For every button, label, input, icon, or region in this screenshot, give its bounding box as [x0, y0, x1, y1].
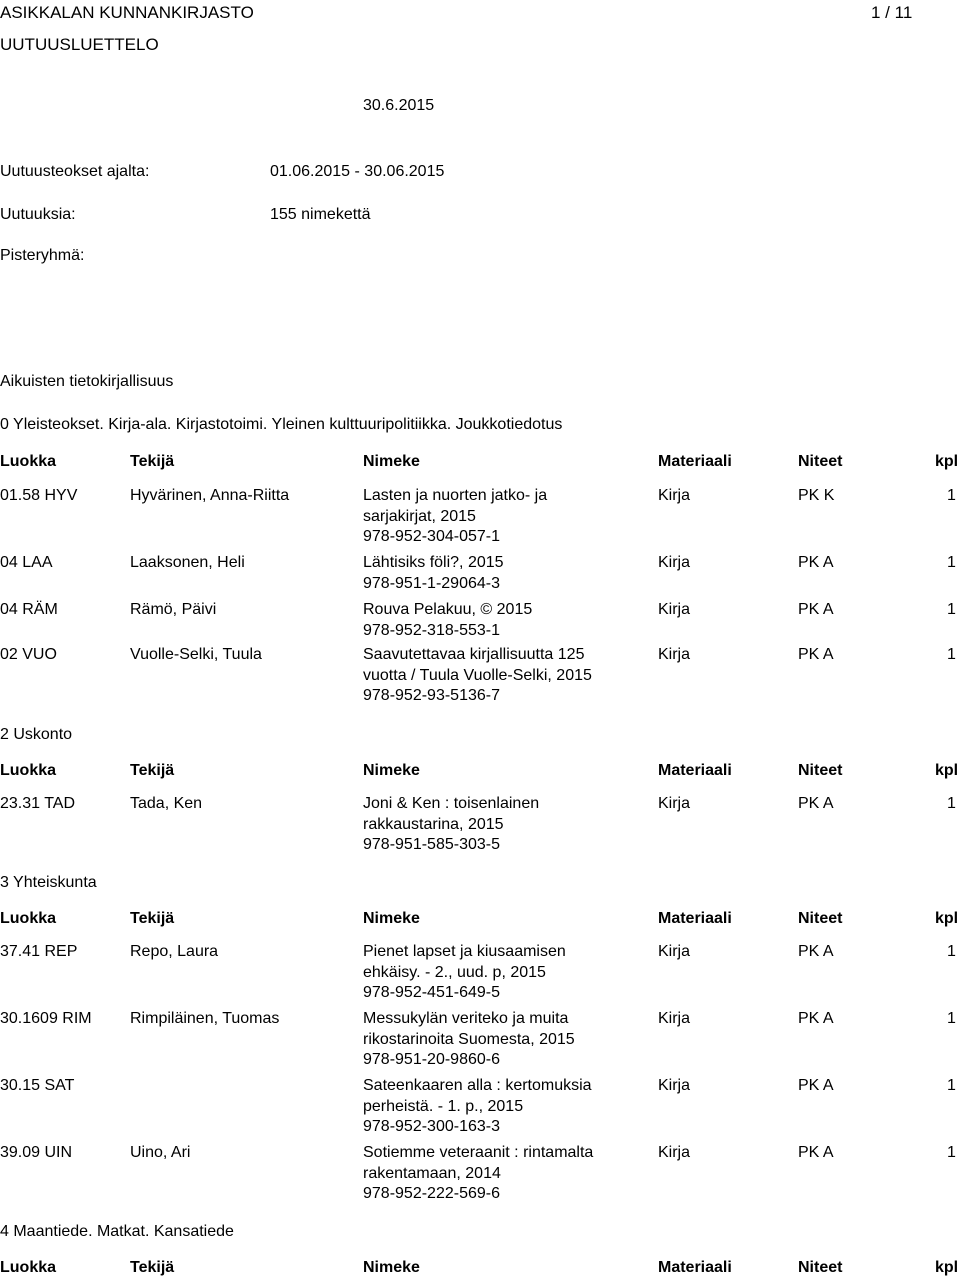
column-header-author: Tekijä — [130, 453, 175, 470]
row-title-line: rakentamaan, 2014 — [363, 1164, 501, 1182]
row-isbn: 978-952-304-057-1 — [363, 528, 500, 545]
row-isbn: 978-951-585-303-5 — [363, 836, 500, 853]
column-header-class: Luokka — [0, 910, 57, 927]
row-copies: PK A — [798, 601, 834, 618]
row-isbn: 978-952-93-5136-7 — [363, 687, 500, 704]
column-header-author: Tekijä — [130, 762, 175, 779]
row-qty: 1 — [947, 601, 956, 618]
row-class: 39.09 UIN — [0, 1144, 73, 1161]
column-header-title: Nimeke — [363, 762, 420, 779]
section-heading: 0 Yleisteokset. Kirja-ala. Kirjastotoimi. Yleinen kulttuuripolitiikka. Joukkotiedotus — [0, 416, 563, 433]
column-header-title: Nimeke — [363, 1259, 420, 1276]
count-label: Uutuuksia: — [0, 206, 76, 223]
row-class: 23.31 TAD — [0, 795, 76, 812]
row-material: Kirja — [658, 1077, 691, 1094]
column-header-copies: Niteet — [798, 762, 843, 779]
row-qty: 1 — [947, 554, 956, 571]
column-header-class: Luokka — [0, 762, 57, 779]
row-qty: 1 — [947, 487, 956, 504]
row-title-line: rikostarinoita Suomesta, 2015 — [363, 1030, 575, 1048]
row-qty: 1 — [947, 795, 956, 812]
row-copies: PK A — [798, 943, 834, 960]
column-header-author: Tekijä — [130, 1259, 175, 1276]
column-header-qty: kpl — [935, 910, 959, 927]
count-value: 155 nimekettä — [270, 206, 371, 223]
row-qty: 1 — [947, 1010, 956, 1027]
column-header-material: Materiaali — [658, 1259, 732, 1276]
row-title — [363, 600, 532, 641]
row-title — [363, 645, 592, 707]
row-copies: PK A — [798, 1077, 834, 1094]
column-header-copies: Niteet — [798, 1259, 843, 1276]
row-material: Kirja — [658, 601, 691, 618]
row-title-line: Sotiemme veteraanit : rintamalta — [363, 1144, 594, 1161]
column-header-class: Luokka — [0, 453, 57, 470]
row-copies: PK A — [798, 554, 834, 571]
row-copies: PK A — [798, 646, 834, 663]
page-indicator: 1 / 11 — [871, 3, 913, 22]
row-title-line: perheistä. - 1. p., 2015 — [363, 1097, 524, 1115]
row-title-line: Saavutettavaa kirjallisuutta 125 — [363, 646, 585, 663]
row-qty: 1 — [947, 646, 956, 663]
row-class: 04 LAA — [0, 554, 53, 571]
row-isbn: 978-952-451-649-5 — [363, 984, 500, 1001]
period-label: Uutuusteokset ajalta: — [0, 163, 150, 180]
column-header-material: Materiaali — [658, 910, 732, 927]
group-label: Pisteryhmä: — [0, 247, 85, 264]
column-header-class: Luokka — [0, 1259, 57, 1276]
row-author: Repo, Laura — [130, 943, 219, 960]
row-isbn: 978-952-222-569-6 — [363, 1185, 500, 1202]
row-isbn: 978-952-318-553-1 — [363, 621, 500, 639]
column-header-title: Nimeke — [363, 453, 420, 470]
row-author: Laaksonen, Heli — [130, 554, 245, 571]
row-title-line: Messukylän veriteko ja muita — [363, 1010, 569, 1027]
report-date: 30.6.2015 — [363, 97, 435, 114]
row-material: Kirja — [658, 554, 691, 571]
row-title-line: sarjakirjat, 2015 — [363, 507, 476, 525]
period-value: 01.06.2015 - 30.06.2015 — [270, 163, 445, 180]
row-title-line: Sateenkaaren alla : kertomuksia — [363, 1077, 592, 1094]
row-class: 30.15 SAT — [0, 1077, 75, 1094]
row-title-line: Lasten ja nuorten jatko- ja — [363, 487, 548, 504]
section-heading: 2 Uskonto — [0, 726, 73, 743]
column-header-qty: kpl — [935, 762, 959, 779]
category-title: Aikuisten tietokirjallisuus — [0, 373, 174, 390]
row-title-line: Lähtisiks föli?, 2015 — [363, 554, 504, 571]
row-author: Hyvärinen, Anna-Riitta — [130, 487, 290, 504]
row-material: Kirja — [658, 646, 691, 663]
row-author: Uino, Ari — [130, 1144, 191, 1161]
row-material: Kirja — [658, 487, 691, 504]
column-header-qty: kpl — [935, 1259, 959, 1276]
row-title-line: Rouva Pelakuu, © 2015 — [363, 601, 533, 618]
row-copies: PK K — [798, 487, 835, 504]
row-title — [363, 794, 539, 856]
row-title — [363, 1143, 593, 1205]
column-header-material: Materiaali — [658, 453, 732, 470]
section-heading: 3 Yhteiskunta — [0, 874, 97, 891]
row-title — [363, 553, 504, 594]
row-class: 30.1609 RIM — [0, 1010, 92, 1027]
row-copies: PK A — [798, 1010, 834, 1027]
row-title — [363, 1009, 575, 1071]
row-author: Tada, Ken — [130, 795, 203, 812]
row-qty: 1 — [947, 943, 956, 960]
row-material: Kirja — [658, 1010, 691, 1027]
row-title-line: Pienet lapset ja kiusaamisen — [363, 943, 566, 960]
row-isbn: 978-952-300-163-3 — [363, 1118, 500, 1135]
row-qty: 1 — [947, 1144, 956, 1161]
row-class: 01.58 HYV — [0, 487, 78, 504]
column-header-qty: kpl — [935, 453, 959, 470]
row-title-line: rakkaustarina, 2015 — [363, 815, 504, 833]
row-author: Rämö, Päivi — [130, 601, 217, 618]
row-title — [363, 942, 566, 1004]
row-material: Kirja — [658, 795, 691, 812]
column-header-title: Nimeke — [363, 910, 420, 927]
column-header-copies: Niteet — [798, 910, 843, 927]
row-class: 37.41 REP — [0, 943, 78, 960]
row-material: Kirja — [658, 1144, 691, 1161]
row-class: 02 VUO — [0, 646, 57, 663]
column-header-author: Tekijä — [130, 910, 175, 927]
row-isbn: 978-951-20-9860-6 — [363, 1051, 500, 1068]
row-isbn: 978-951-1-29064-3 — [363, 574, 500, 592]
row-material: Kirja — [658, 943, 691, 960]
row-title — [363, 1076, 592, 1138]
row-author: Vuolle-Selki, Tuula — [130, 646, 262, 663]
column-header-material: Materiaali — [658, 762, 732, 779]
row-title-line: ehkäisy. - 2., uud. p, 2015 — [363, 963, 546, 981]
list-title: UUTUUSLUETTELO — [0, 35, 159, 54]
row-title-line: Joni & Ken : toisenlainen — [363, 795, 540, 812]
row-author: Rimpiläinen, Tuomas — [130, 1010, 280, 1027]
row-copies: PK A — [798, 1144, 834, 1161]
column-header-copies: Niteet — [798, 453, 843, 470]
section-heading: 4 Maantiede. Matkat. Kansatiede — [0, 1223, 234, 1240]
row-title — [363, 486, 547, 548]
row-copies: PK A — [798, 795, 834, 812]
row-qty: 1 — [947, 1077, 956, 1094]
row-title-line: vuotta / Tuula Vuolle-Selki, 2015 — [363, 666, 592, 684]
row-class: 04 RÄM — [0, 601, 58, 618]
library-name: ASIKKALAN KUNNANKIRJASTO — [0, 3, 254, 22]
